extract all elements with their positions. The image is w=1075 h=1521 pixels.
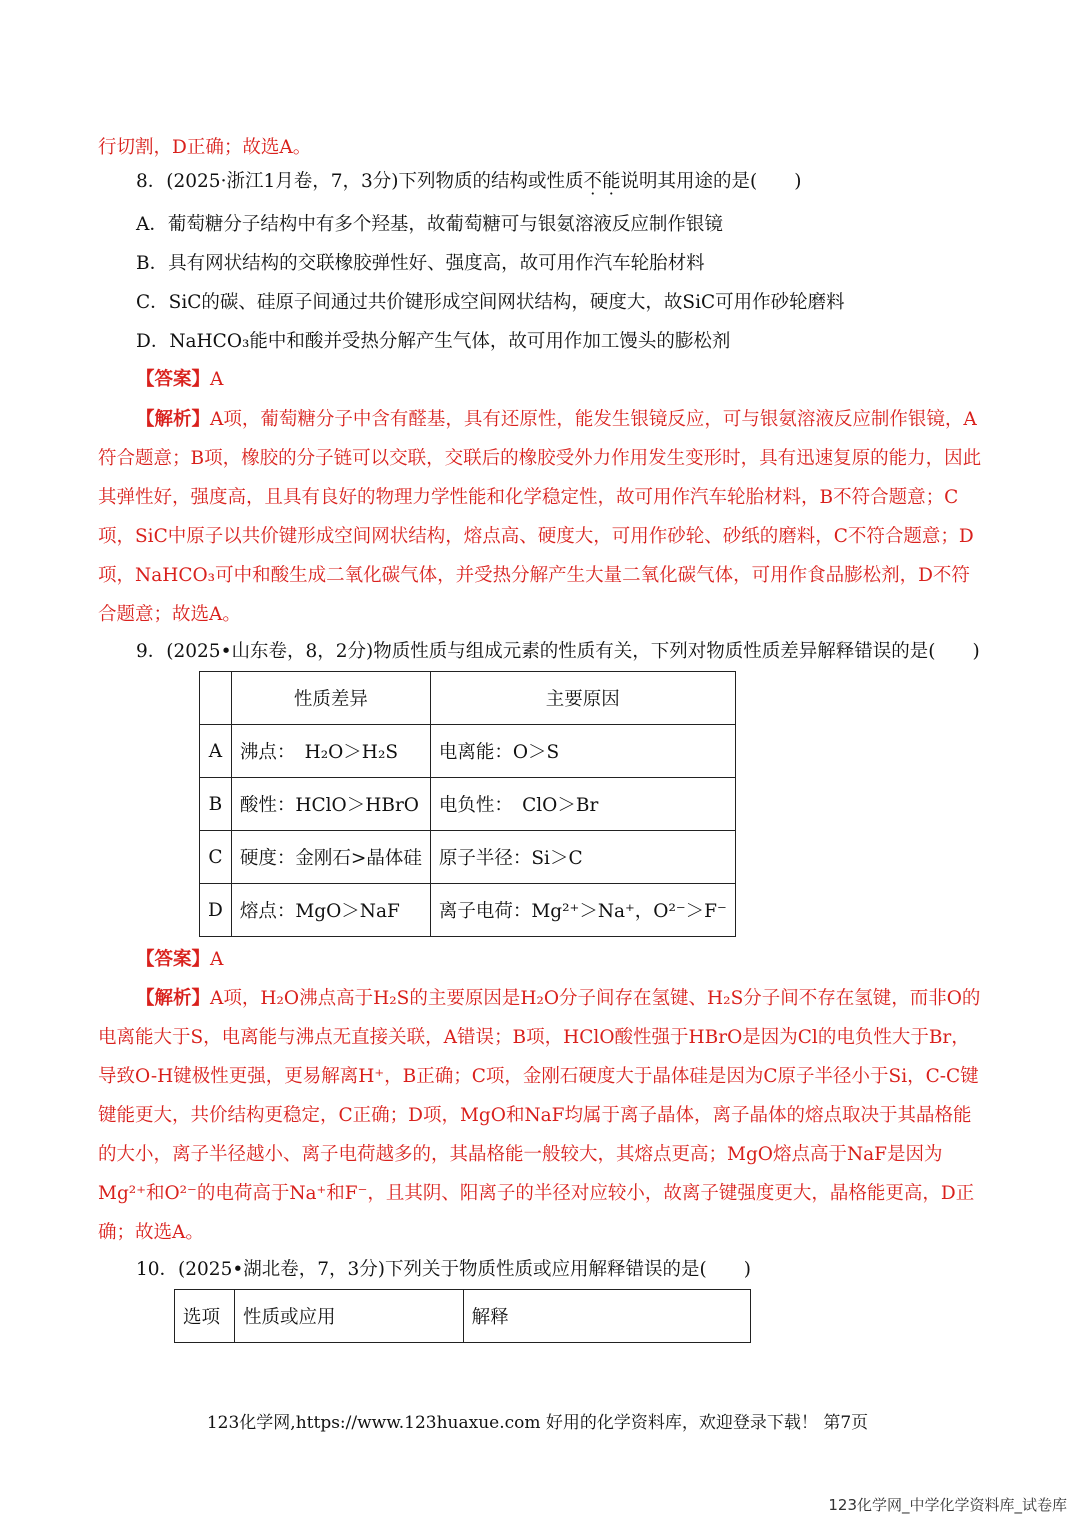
q8-analysis-text: A项，葡萄糖分子中含有醛基，具有还原性，能发生银镜反应，可与银氨溶液反应制作银镜，A符合题意；B项，橡胶的分子链可以交联，交联后的橡胶受外力作用发生变形时，具有迅速复原的能力，因此其弹性好，强度高，且具有良好的物理力学性能和化学稳定性，故可用作汽车轮胎材料，B不符合题意；C项，SiC中原子以共价键形成空间网状结构，熔点高、硬度大，可用作砂轮、砂纸的磨料，C不符合题意；D项，NaHCO₃可中和酸生成二氧化碳气体，并受热分解产生大量二氧化碳气体，可用作食品膨松剂，D不符合题意；故选A。 [98, 409, 982, 625]
watermark: 123化学网_中学化学资料库_试卷库 [828, 1496, 1067, 1514]
page-footer: 123化学网,https://www.123huaxue.com 好用的化学资料库，欢迎登录下载！ 第7页 [206, 1413, 869, 1433]
q8-stem-pre: 8．(2025·浙江1月卷，7，3分)下列物质的结构或性质 [136, 171, 584, 192]
table-row [200, 725, 736, 778]
table-header-row [175, 1290, 751, 1343]
q9-answer [136, 948, 223, 972]
q9-table [199, 671, 736, 937]
table-header-cell: 解释 [463, 1290, 750, 1343]
table-header-cell [200, 672, 232, 725]
table-cell: 沸点： H₂O＞H₂S [231, 725, 430, 778]
q9-analysis-text: A项，H₂O沸点高于H₂S的主要原因是H₂O分子间存在氢键、H₂S分子间不存在氢键，而非O的电离能大于S，电离能与沸点无直接关联，A错误；B项，HClO酸性强于HBrO是因为Cl的电负性大于Br，导致O-H键极性更强，更易解离H⁺，B正确；C项，金刚石硬度大于晶体硅是因为C原子半径小于Si，C-C键键能更大，共价结构更稳定，C正确；D项，MgO和NaF均属于离子晶体，离子晶体的熔点取决于其晶格能的大小，离子半径越小、离子电荷越多的，其晶格能一般较大，其熔点更高；MgO熔点高于NaF是因为Mg²⁺和O²⁻的电荷高于Na⁺和F⁻，且其阴、阳离子的半径对应较小，故离子键强度更大，晶格能更高，D正确；故选A。 [98, 988, 981, 1243]
q8-stem [136, 170, 801, 194]
q9-answer-label: 【答案】 [136, 949, 211, 970]
table-header-cell: 选项 [175, 1290, 235, 1343]
table-row [200, 831, 736, 884]
q8-analysis [98, 400, 988, 634]
q8-emphasis-char-2: 能 [602, 171, 621, 192]
q9-analysis-label: 【解析】 [136, 988, 211, 1009]
q8-emphasis-char-1: 不 [583, 171, 602, 192]
table-cell: 离子电荷：Mg²⁺＞Na⁺，O²⁻＞F⁻ [430, 884, 735, 937]
q9-analysis [98, 979, 988, 1252]
prev-answer-tail: 行切割，D正确；故选A。 [98, 137, 312, 158]
table-row [200, 884, 736, 937]
q8-answer-value: A [210, 369, 224, 390]
q8-answer [136, 368, 223, 392]
q8-answer-label: 【答案】 [136, 369, 211, 390]
table-cell: 原子半径：Si＞C [430, 831, 735, 884]
q9-answer-value: A [210, 949, 224, 970]
table-cell: 硬度：金刚石>晶体硅 [231, 831, 430, 884]
q8-stem-post: 说明其用途的是( ) [620, 171, 802, 192]
q8-analysis-label: 【解析】 [136, 409, 211, 430]
q8-option-c: C．SiC的碳、硅原子间通过共价键形成空间网状结构，硬度大，故SiC可用作砂轮磨料 [136, 292, 845, 313]
table-cell: A [200, 725, 232, 778]
table-row [200, 778, 736, 831]
q8-option-a: A．葡萄糖分子结构中有多个羟基，故葡萄糖可与银氨溶液反应制作银镜 [136, 214, 723, 235]
table-header-row [200, 672, 736, 725]
table-cell: 电离能：O＞S [430, 725, 735, 778]
table-header-cell: 性质差异 [231, 672, 430, 725]
q10-table [174, 1289, 751, 1343]
table-cell: 电负性： ClO＞Br [430, 778, 735, 831]
q9-stem: 9．(2025•山东卷，8，2分)物质性质与组成元素的性质有关，下列对物质性质差异解释错误的是( ) [136, 641, 980, 662]
table-cell: B [200, 778, 232, 831]
q8-option-b: B．具有网状结构的交联橡胶弹性好、强度高，故可用作汽车轮胎材料 [136, 253, 705, 274]
q8-option-d: D．NaHCO₃能中和酸并受热分解产生气体，故可用作加工馒头的膨松剂 [136, 331, 731, 352]
q10-stem: 10．(2025•湖北卷，7，3分)下列关于物质性质或应用解释错误的是( ) [136, 1259, 751, 1280]
table-cell: 酸性：HClO＞HBrO [231, 778, 430, 831]
table-cell: D [200, 884, 232, 937]
table-header-cell: 主要原因 [430, 672, 735, 725]
table-cell: C [200, 831, 232, 884]
table-cell: 熔点：MgO＞NaF [231, 884, 430, 937]
table-header-cell: 性质或应用 [234, 1290, 463, 1343]
